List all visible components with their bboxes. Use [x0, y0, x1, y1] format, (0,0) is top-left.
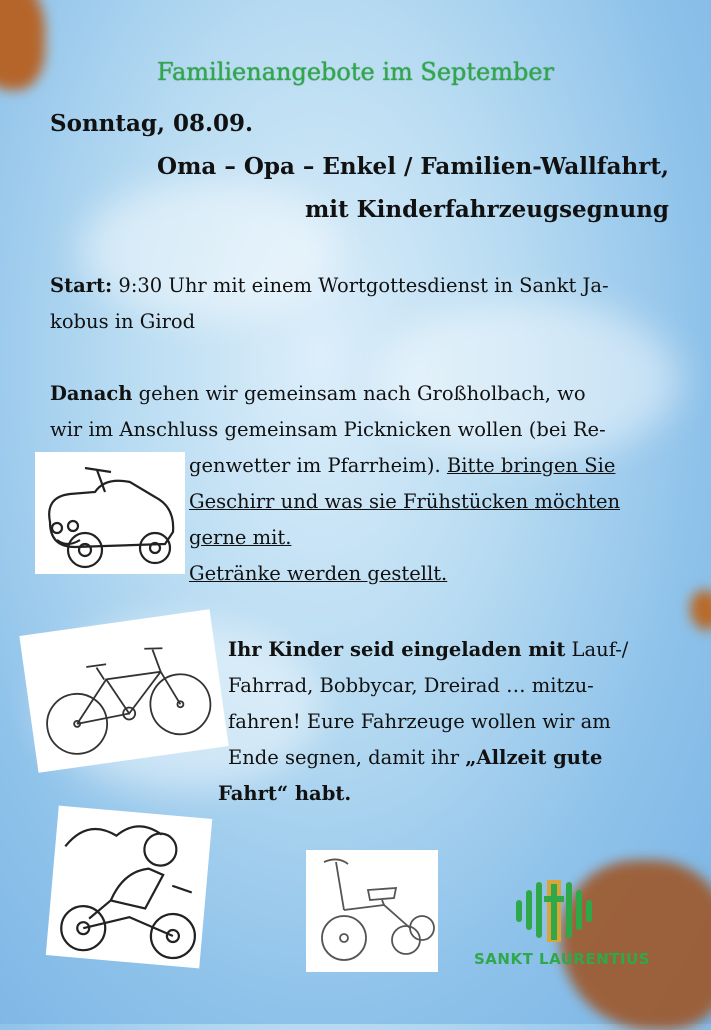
start-label: Start:	[50, 274, 113, 297]
danach-text: gehen wir gemeinsam nach Großholbach, wo	[132, 382, 586, 405]
parish-logo-icon	[514, 878, 594, 946]
kinder-paragraph	[228, 632, 628, 776]
child-on-bike-drawing	[46, 806, 212, 969]
kinder-bold: Ihr Kinder seid eingeladen mit	[228, 638, 566, 661]
drinks-note: Getränke werden gestellt.	[189, 562, 448, 585]
start-text-cont: kobus in Girod	[50, 310, 196, 333]
autumn-leaf	[690, 590, 711, 630]
kinder-text: fahren! Eure Fahrzeuge wollen wir am	[228, 710, 611, 733]
bobbycar-icon	[35, 452, 185, 574]
child-on-bike-icon	[46, 806, 212, 969]
event-heading-line2: mit Kinderfahrzeugsegnung	[304, 196, 669, 223]
danach-text: genwetter im Pfarrheim).	[189, 454, 447, 477]
bobbycar-drawing	[35, 452, 185, 574]
event-heading-line1: Oma – Opa – Enkel / Familien-Wallfahrt,	[157, 153, 669, 180]
page-title: Familienangebote im September	[156, 58, 555, 86]
tricycle-icon	[306, 850, 438, 972]
parish-logo-text: SANKT LAURENTIUS	[474, 950, 651, 968]
danach-label: Danach	[50, 382, 133, 405]
start-text: 9:30 Uhr mit einem Wortgottesdienst in Sankt Ja-	[112, 274, 609, 297]
bicycle-icon	[19, 609, 228, 772]
danach-text: wir im Anschluss gemeinsam Picknicken wollen (bei Re-	[50, 418, 606, 441]
kinder-bold: Fahrt“ habt.	[218, 782, 352, 805]
danach-underlined: gerne mit.	[189, 526, 292, 549]
kinder-bold: „Allzeit gute	[465, 746, 603, 769]
danach-underlined: Bitte bringen Sie	[446, 454, 616, 477]
kinder-text: Lauf-/	[565, 638, 629, 661]
kinder-paragraph-end	[218, 776, 351, 812]
event-date: Sonntag, 08.09.	[50, 110, 254, 137]
parish-logo	[514, 878, 594, 946]
danach-underlined: Geschirr und was sie Frühstücken möchten	[189, 490, 621, 513]
danach-paragraph	[50, 376, 606, 448]
start-paragraph	[50, 268, 609, 340]
tricycle-drawing	[306, 850, 438, 972]
kinder-text: Fahrrad, Bobbycar, Dreirad … mitzu-	[228, 674, 594, 697]
kinder-text: Ende segnen, damit ihr	[228, 746, 466, 769]
bicycle-drawing	[19, 609, 228, 772]
danach-paragraph-cont	[189, 448, 620, 592]
